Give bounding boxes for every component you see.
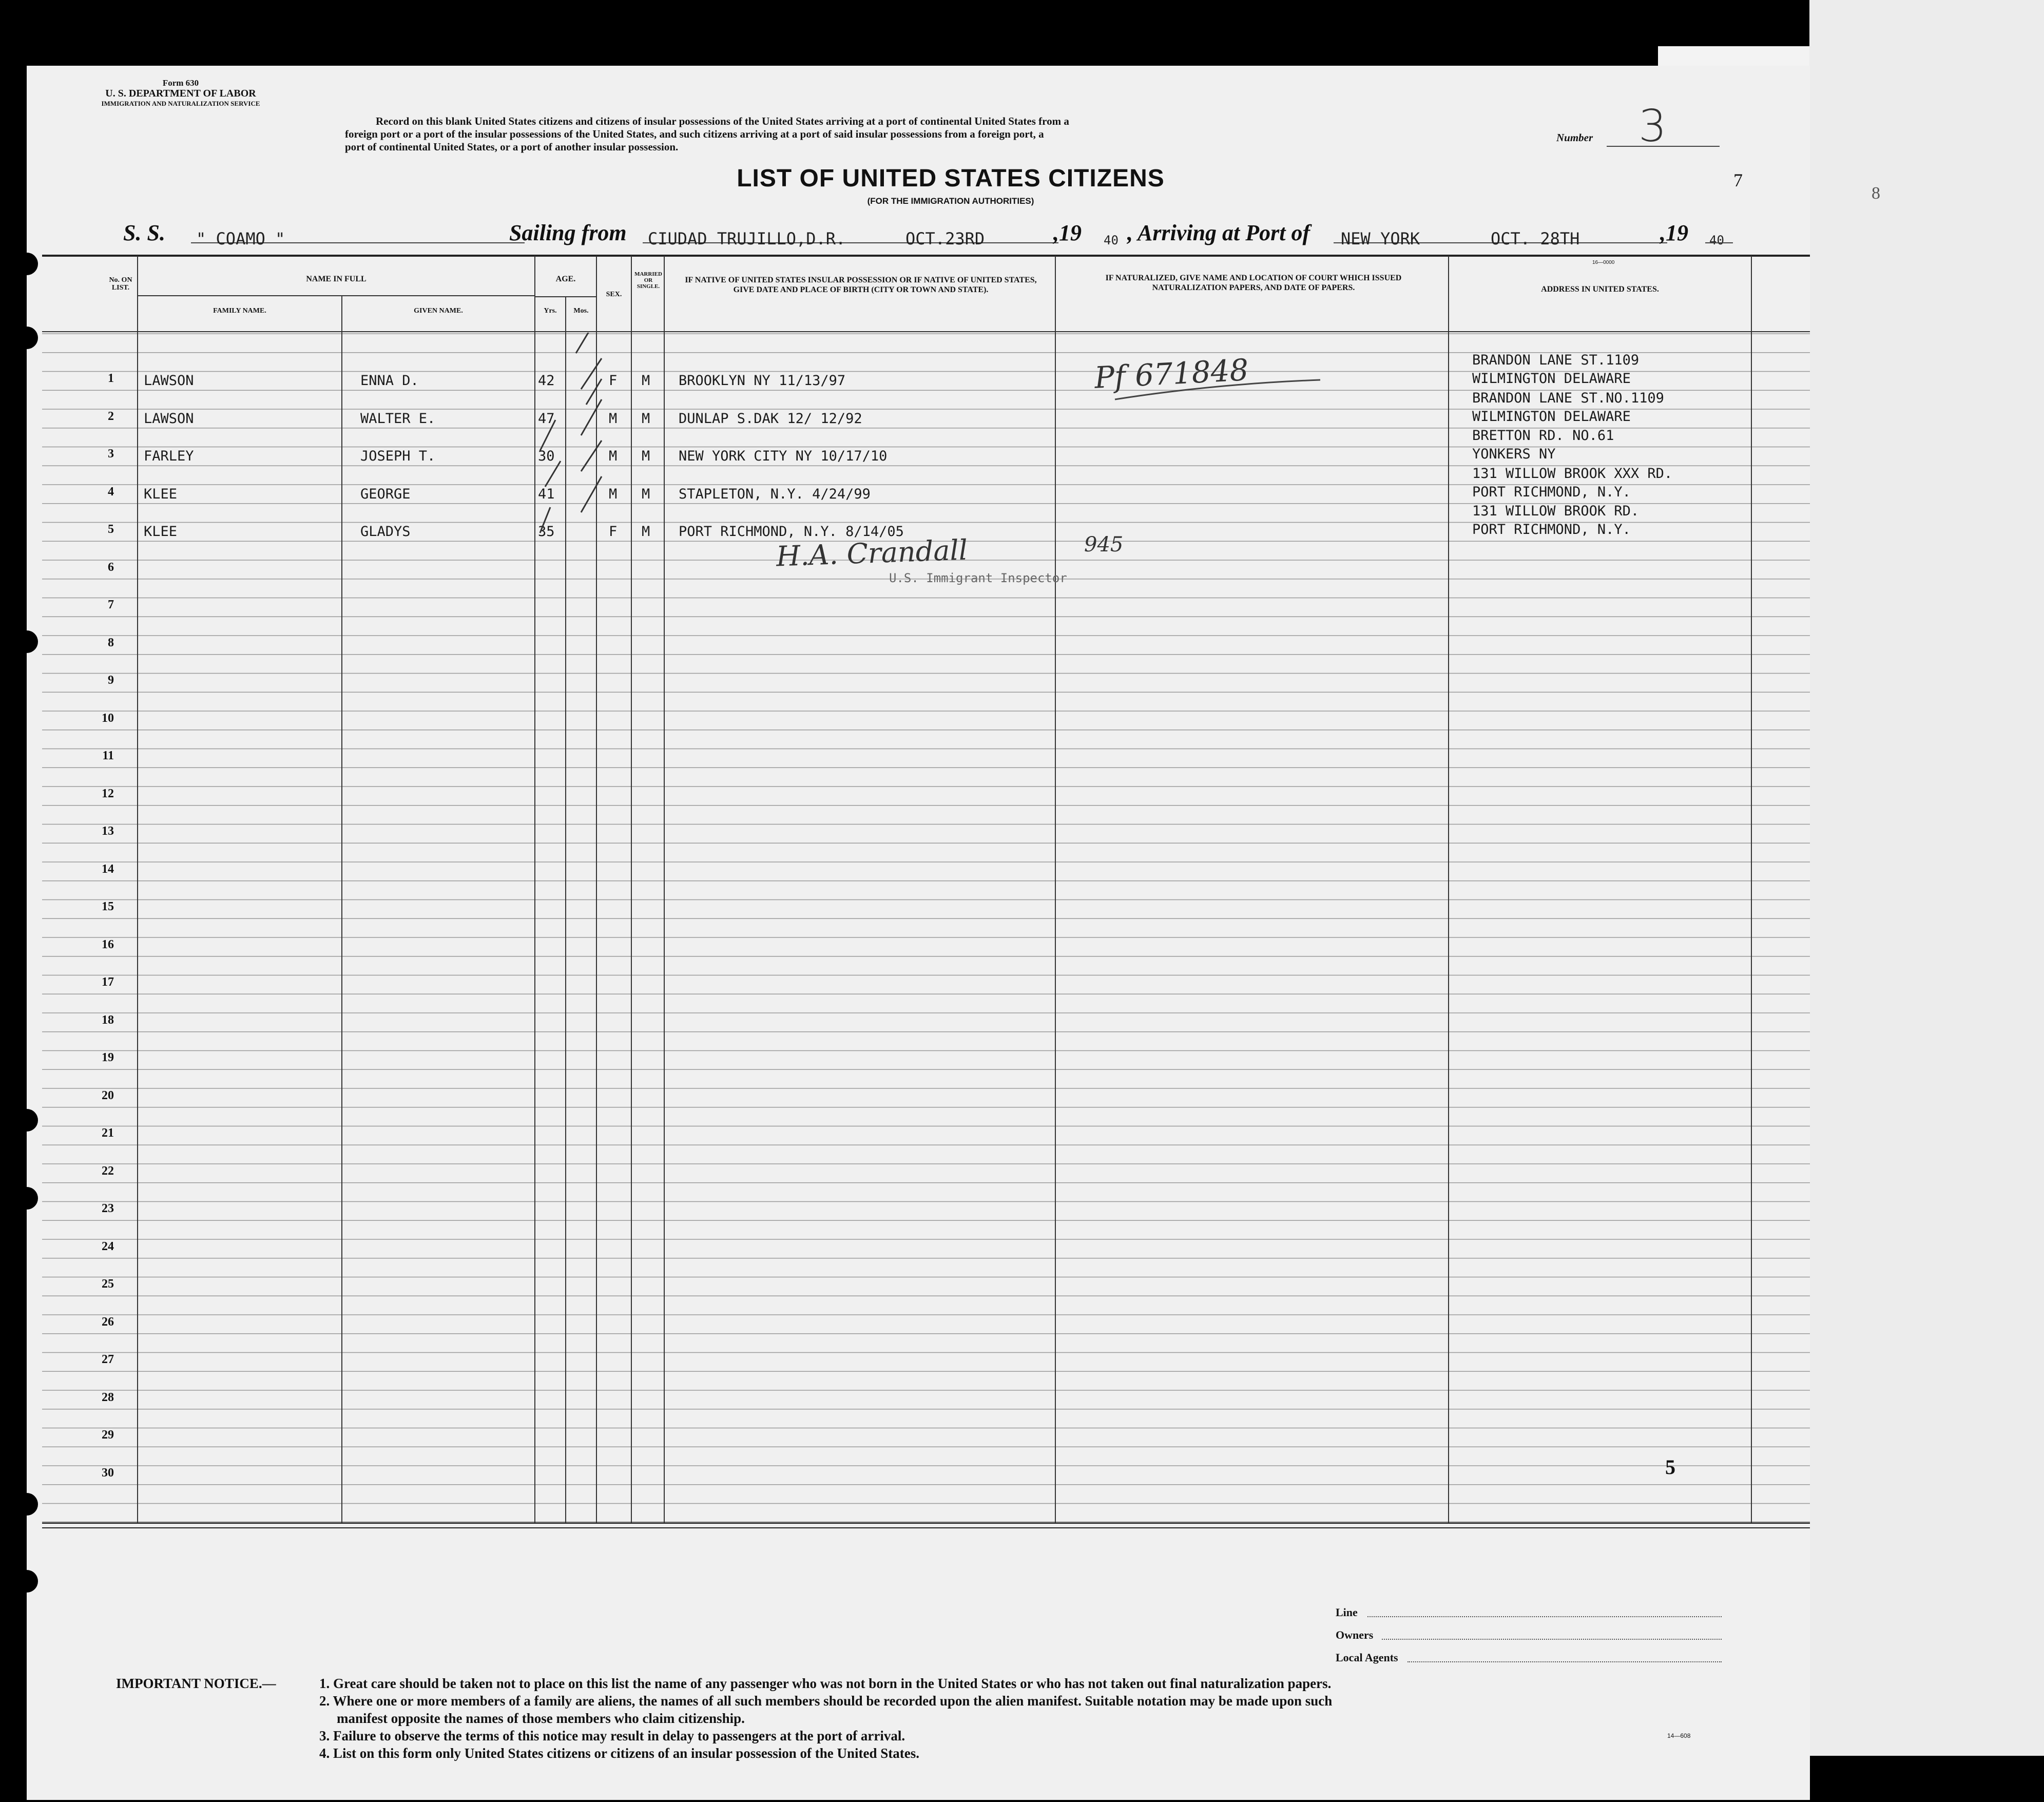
row-number: 26 [102,1315,114,1329]
age-years: 30 [538,448,555,464]
col-no-header: No. ON LIST. [109,276,132,292]
name-in-full-header: NAME IN FULL [306,275,367,283]
marital-status: M [642,486,650,502]
family-name: KLEE [144,524,178,540]
naturalization-ref-underline [1110,374,1325,405]
sailing-from: CIUDAD TRUJILLO,D.R. [648,229,846,248]
arriving-label: Arriving at Port of [1137,220,1310,245]
family-name: KLEE [144,486,178,502]
side-sheet-number: 8 [1872,184,1880,203]
address-line-1: BRANDON LANE ST.NO.1109 [1472,390,1664,406]
agents-label: Local Agents [1336,1651,1398,1664]
instruction-line: Record on this blank United States citizens and citizens of insular possessions of the United States arriving at a port of continental United States from a [376,115,1069,127]
row-number: 7 [108,598,114,611]
family-name-header: FAMILY NAME. [213,307,266,315]
birth-place-date: PORT RICHMOND, N.Y. 8/14/05 [679,524,904,540]
manifest-page: Form 630 U. S. DEPARTMENT OF LABOR IMMIGRATION AND NATURALIZATION SERVICE Record on this blank United States citizens and citizens of insular possessions of the United States arriving at a port of continental United States from a foreign port or a port of the insular possessions of the United States, and such citizens arriving at a port of said insular possessions from a foreign port, a port of continental United States, or a port of another insular possession. Number 3 LIST OF UNITED STATES CITIZENS (FOR THE IMMIGRATION AUTHORITIES) 7 S. S. " COAMO " Sailing from CIUDAD TRUJILLO,D.R. OCT.23RD ,19 40 , Arriving at Port of NEW YORK OCT. 28TH ,19 40 16—0000 No. ON LIST. NAME IN FULL FAMILY NAME. GIVEN NAME. AGE. Yrs. Mos. SEX. MARRIED OR SINGLE. IF NATIVE OF UNITED STATES INSULAR POSSESSION OR IF NATIVE OF UNITED STATES, GIVE DATE AND PLACE OF BIRTH (CITY OR TOWN AND STATE). IF NATURALIZED, GIVE NAME AND LOCATION OF COURT WHICH ISSUED NATURALIZATION PAPERS, AND DATE OF PAPERS. ADDRESS IN UNITED STATES. 1 LAWSON ENNA D. 42 F M BROOKLYN NY 11/13/97 BRANDON LANE ST.1109 WILMINGTON DELAWARE 2 LAWSON WALTER E. 47 M M DUNLAP S.DAK 12/ 12/92 BRANDON LANE ST.NO.1109 WILMINGTON DELAWARE 3 FARLEY JOSEPH T. 30 M M NEW YORK CITY NY 10/17/10 BRETTON RD. NO.61 YONKERS NY 4 KLEE GEORGE 41 M M STAPLETON, N.Y. 4/24/99 131 WILLOW BROOK XXX RD. PORT RICHMOND, N.Y. 5 KLEE GLADYS 35 F M PORT RICHMOND, N.Y. 8/14/05 131 WILLOW BROOK RD. PORT RICHMOND, N.Y. 6 7 8 9 10 11 12 13 14 15 16 17 18 19 20 21 22 23 24 25 26 27 28 29 30 Pf 671848 H.A. Crandall 945 U.S. Immigrant Inspector 5 Line Owners Local Agents IMPORTANT NOTICE.— 1. Great care should be taken not to place on this list the name of any passenger who was not born in the United States or who has not taken out final naturalization papers. 2. Where one or more members of a family are aliens, the names of all such members should be recorded upon the alien manifest. Suitable notation may be made upon such manifest opposite the names of those members who claim citizenship. 3. Failure to observe the terms of this notice may result in delay to passengers at the port of arrival. 4. List on this form only United States citizens or citizens of an insular possession of the United States. 14—608 [27,66,1810,1800]
address-header: ADDRESS IN UNITED STATES. [1541,285,1659,294]
marital-status: M [642,448,650,464]
row-number: 3 [108,447,114,461]
background-sheet-edge [1809,0,2044,1756]
address-line-2: WILMINGTON DELAWARE [1472,371,1631,387]
form-code: 14—608 [1667,1732,1691,1739]
row-number: 5 [108,523,114,536]
birth-header: IF NATIVE OF UNITED STATES INSULAR POSSESSION OR IF NATIVE OF UNITED STATES, GIVE DATE AND PLACE OF BIRTH (CITY OR TOWN AND STATE). [685,276,1037,294]
ss-label: S. S. [123,220,165,245]
page-subtitle: (FOR THE IMMIGRATION AUTHORITIES) [867,196,1034,206]
address-line-1: 131 WILLOW BROOK RD. [1472,503,1640,519]
row-number: 12 [102,787,114,800]
mos-header: Mos. [573,307,589,315]
marital-status: M [642,410,650,427]
row-number: 22 [102,1164,114,1178]
sex: F [609,373,618,389]
corner-number: 7 [1733,170,1743,190]
given-name-header: GIVEN NAME. [414,307,463,315]
birth-place-date: BROOKLYN NY 11/13/97 [679,373,846,389]
age-header: AGE. [555,275,576,283]
row-number: 4 [108,485,114,499]
row-number: 1 [108,372,114,385]
owners-field [1382,1639,1722,1640]
ship-name: " COAMO " [196,229,285,248]
row-number: 2 [108,409,114,423]
address-line-1: 131 WILLOW BROOK XXX RD. [1472,465,1673,482]
total-count: 5 [1665,1455,1675,1479]
row-number: 9 [108,674,114,687]
row-number: 23 [102,1202,114,1215]
row-number: 16 [102,937,114,951]
marital-status: M [642,373,650,389]
instruction-line: foreign port or a port of the insular possessions of the United States, and such citizens arriving at a port of said insular possessions from a foreign port, a [345,128,1044,140]
row-number: 11 [102,749,114,762]
line-field [1367,1616,1722,1617]
line-label: Line [1336,1606,1358,1619]
address-line-2: PORT RICHMOND, N.Y. [1472,522,1631,538]
row-number: 21 [102,1126,114,1140]
number-label: Number [1556,131,1593,144]
address-line-1: BRANDON LANE ST.1109 [1472,352,1640,368]
family-name: FARLEY [144,448,194,464]
printer-mark: 16—0000 [1592,260,1615,265]
row-number: 18 [102,1013,114,1027]
age-years: 41 [538,486,555,502]
arrival-year: 40 [1709,233,1724,247]
birth-place-date: DUNLAP S.DAK 12/ 12/92 [679,410,862,427]
row-number: 10 [102,711,114,725]
row-number: 20 [102,1088,114,1102]
row-number: 30 [102,1466,114,1480]
birth-place-date: NEW YORK CITY NY 10/17/10 [679,448,888,464]
service: IMMIGRATION AND NATURALIZATION SERVICE [101,100,260,107]
notice-1: 1. Great care should be taken not to place on this list the name of any passenger who was not born in the United States or who has not taken out final naturalization papers. [319,1676,1332,1691]
sailing-date: OCT.23RD [905,229,985,248]
row-number: 14 [102,862,114,876]
signature-time: 945 [1084,533,1124,557]
row-number: 25 [102,1277,114,1291]
address-line-2: PORT RICHMOND, N.Y. [1472,484,1631,500]
married-header: MARRIED OR SINGLE. [634,271,662,290]
yrs-header: Yrs. [544,307,557,315]
row-number: 15 [102,900,114,913]
year-prefix: 19 [1059,220,1082,245]
marital-status: M [642,524,650,540]
row-number: 27 [102,1353,114,1366]
naturalized-header: IF NATURALIZED, GIVE NAME AND LOCATION OF COURT WHICH ISSUED NATURALIZATION PAPERS, AND DATE OF PAPERS. [1105,274,1402,292]
family-name: LAWSON [144,410,194,427]
naturalization-ref: Pf 671848 [1093,352,1249,395]
row-number: 28 [102,1390,114,1404]
year-prefix: 19 [1666,220,1688,245]
row-number: 6 [108,560,114,574]
sex: M [609,410,618,427]
address-line-2: YONKERS NY [1472,446,1556,462]
arrival-date: OCT. 28TH [1491,229,1580,248]
age-years: 47 [538,410,555,427]
age-years: 35 [538,524,555,540]
row-number: 24 [102,1239,114,1253]
instruction-line: port of continental United States, or a port of another insular possession. [345,141,679,153]
form-number: Form 630 [162,78,199,88]
check-marks [519,333,653,610]
owners-label: Owners [1336,1628,1374,1641]
arrival-port: NEW YORK [1341,229,1420,248]
address-line-1: BRETTON RD. NO.61 [1472,428,1614,444]
given-name: JOSEPH T. [360,448,436,464]
page-title: LIST OF UNITED STATES CITIZENS [737,165,1165,192]
manifest-table-grid [27,66,1810,1800]
inspector-signature: H.A. Crandall [776,533,968,573]
given-name: WALTER E. [360,410,436,427]
sex: F [609,524,618,540]
sex: M [609,448,618,464]
family-name: LAWSON [144,373,194,389]
notice-2: 2. Where one or more members of a family are aliens, the names of all such members should be recorded upon the alien manifest. Suitable notation may be made upon such [319,1693,1333,1709]
sex-header: SEX. [606,291,622,298]
inspector-stamp: U.S. Immigrant Inspector [889,571,1067,585]
row-number: 17 [102,975,114,989]
given-name: GEORGE [360,486,411,502]
row-number: 19 [102,1051,114,1064]
department: U. S. DEPARTMENT OF LABOR [105,88,256,99]
age-years: 42 [538,373,555,389]
row-number: 29 [102,1428,114,1442]
sailing-year: 40 [1104,233,1119,247]
notice-2-cont: manifest opposite the names of those members who claim citizenship. [337,1711,745,1726]
sex: M [609,486,618,502]
list-number: 3 [1638,101,1667,152]
address-line-2: WILMINGTON DELAWARE [1472,408,1631,425]
sailing-label: Sailing from [509,220,627,245]
row-number: 13 [102,825,114,838]
notice-label: IMPORTANT NOTICE.— [116,1676,276,1691]
notice-3: 3. Failure to observe the terms of this notice may result in delay to passengers at the port of arrival. [319,1728,905,1743]
agents-field [1407,1661,1722,1662]
row-number: 8 [108,636,114,649]
given-name: GLADYS [360,524,411,540]
birth-place-date: STAPLETON, N.Y. 4/24/99 [679,486,871,502]
notice-4: 4. List on this form only United States citizens or citizens of an insular possession of the United States. [319,1746,920,1761]
given-name: ENNA D. [360,373,419,389]
